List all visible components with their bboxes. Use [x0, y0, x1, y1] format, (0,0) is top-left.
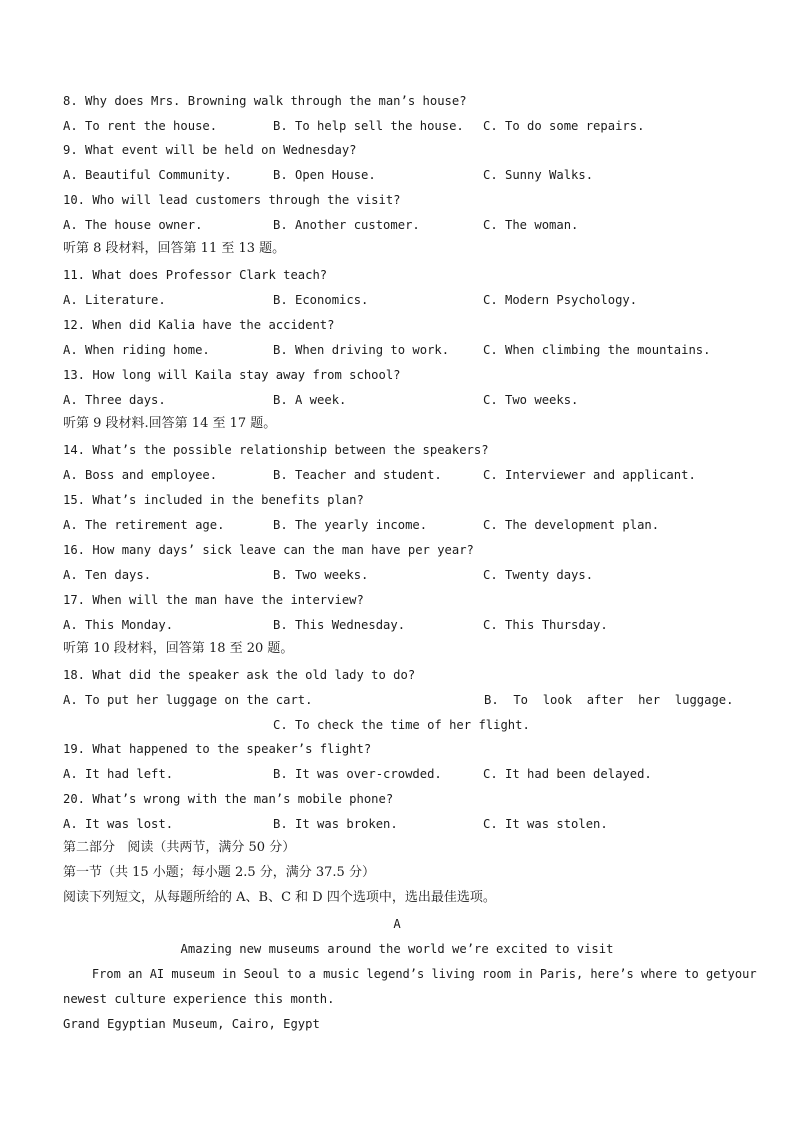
- paragraph-line-1: From an AI museum in Seoul to a music legend’s living room in Paris, here’s where to getyour: [63, 967, 757, 981]
- option-19c: C. It had been delayed.: [483, 767, 652, 781]
- section-10-heading: 听第 10 段材料，回答第 18 至 20 题。: [63, 641, 294, 656]
- option-9c: C. Sunny Walks.: [483, 168, 594, 182]
- question-12: 12. When did Kalia have the accident?: [63, 318, 335, 332]
- question-9: 9. What event will be held on Wednesday?: [63, 143, 357, 157]
- option-18c: C. To check the time of her flight.: [273, 718, 530, 732]
- section-1-heading: 第一节（共 15 小题；每小题 2.5 分，满分 37.5 分）: [63, 865, 375, 880]
- question-11: 11. What does Professor Clark teach?: [63, 268, 328, 282]
- part-2-heading: 第二部分 阅读（共两节，满分 50 分）: [63, 840, 296, 855]
- option-20a: A. It was lost.: [63, 817, 174, 831]
- option-14c: C. Interviewer and applicant.: [483, 468, 696, 482]
- option-13a: A. Three days.: [63, 393, 166, 407]
- question-8: 8. Why does Mrs. Browning walk through the man’s house?: [63, 94, 467, 108]
- option-17b: B. This Wednesday.: [273, 618, 406, 632]
- option-11c: C. Modern Psychology.: [483, 293, 638, 307]
- section-8-heading: 听第 8 段材料，回答第 11 至 13 题。: [63, 241, 286, 256]
- option-15a: A. The retirement age.: [63, 518, 225, 532]
- question-14: 14. What’s the possible relationship between the speakers?: [63, 443, 489, 457]
- passage-title: Amazing new museums around the world we’re excited to visit: [180, 942, 614, 956]
- reading-instructions: 阅读下列短文，从每题所给的 A、B、C 和 D 四个选项中，选出最佳选项。: [63, 890, 496, 905]
- option-10c: C. The woman.: [483, 218, 579, 232]
- option-20b: B. It was broken.: [273, 817, 398, 831]
- option-15c: C. The development plan.: [483, 518, 660, 532]
- option-15b: B. The yearly income.: [273, 518, 428, 532]
- option-9a: A. Beautiful Community.: [63, 168, 232, 182]
- option-10a: A. The house owner.: [63, 218, 203, 232]
- question-15: 15. What’s included in the benefits plan?: [63, 493, 364, 507]
- option-14b: B. Teacher and student.: [273, 468, 442, 482]
- option-19a: A. It had left.: [63, 767, 174, 781]
- question-13: 13. How long will Kaila stay away from school?: [63, 368, 401, 382]
- option-9b: B. Open House.: [273, 168, 376, 182]
- option-16b: B. Two weeks.: [273, 568, 369, 582]
- option-12b: B. When driving to work.: [273, 343, 450, 357]
- section-9-heading: 听第 9 段材料.回答第 14 至 17 题。: [63, 416, 277, 431]
- option-17c: C. This Thursday.: [483, 618, 608, 632]
- question-19: 19. What happened to the speaker’s flight?: [63, 742, 372, 756]
- option-18a: A. To put her luggage on the cart.: [63, 693, 313, 707]
- option-14a: A. Boss and employee.: [63, 468, 218, 482]
- option-11b: B. Economics.: [273, 293, 369, 307]
- option-8b: B. To help sell the house.: [273, 119, 464, 133]
- option-16a: A. Ten days.: [63, 568, 152, 582]
- option-13c: C. Two weeks.: [483, 393, 579, 407]
- passage-letter: A: [393, 917, 401, 931]
- option-20c: C. It was stolen.: [483, 817, 608, 831]
- option-18b: B. To look after her luggage.: [484, 693, 734, 707]
- option-11a: A. Literature.: [63, 293, 166, 307]
- option-13b: B. A week.: [273, 393, 347, 407]
- option-19b: B. It was over-crowded.: [273, 767, 442, 781]
- question-18: 18. What did the speaker ask the old lady to do?: [63, 668, 416, 682]
- option-12a: A. When riding home.: [63, 343, 210, 357]
- option-10b: B. Another customer.: [273, 218, 420, 232]
- paragraph-line-2: newest culture experience this month.: [63, 992, 335, 1006]
- question-10: 10. Who will lead customers through the visit?: [63, 193, 401, 207]
- option-16c: C. Twenty days.: [483, 568, 594, 582]
- option-17a: A. This Monday.: [63, 618, 174, 632]
- subheading-grand-egyptian-museum: Grand Egyptian Museum, Cairo, Egypt: [63, 1017, 320, 1031]
- question-20: 20. What’s wrong with the man’s mobile phone?: [63, 792, 394, 806]
- question-17: 17. When will the man have the interview?: [63, 593, 364, 607]
- option-8c: C. To do some repairs.: [483, 119, 645, 133]
- option-12c: C. When climbing the mountains.: [483, 343, 711, 357]
- option-8a: A. To rent the house.: [63, 119, 218, 133]
- question-16: 16. How many days’ sick leave can the man have per year?: [63, 543, 474, 557]
